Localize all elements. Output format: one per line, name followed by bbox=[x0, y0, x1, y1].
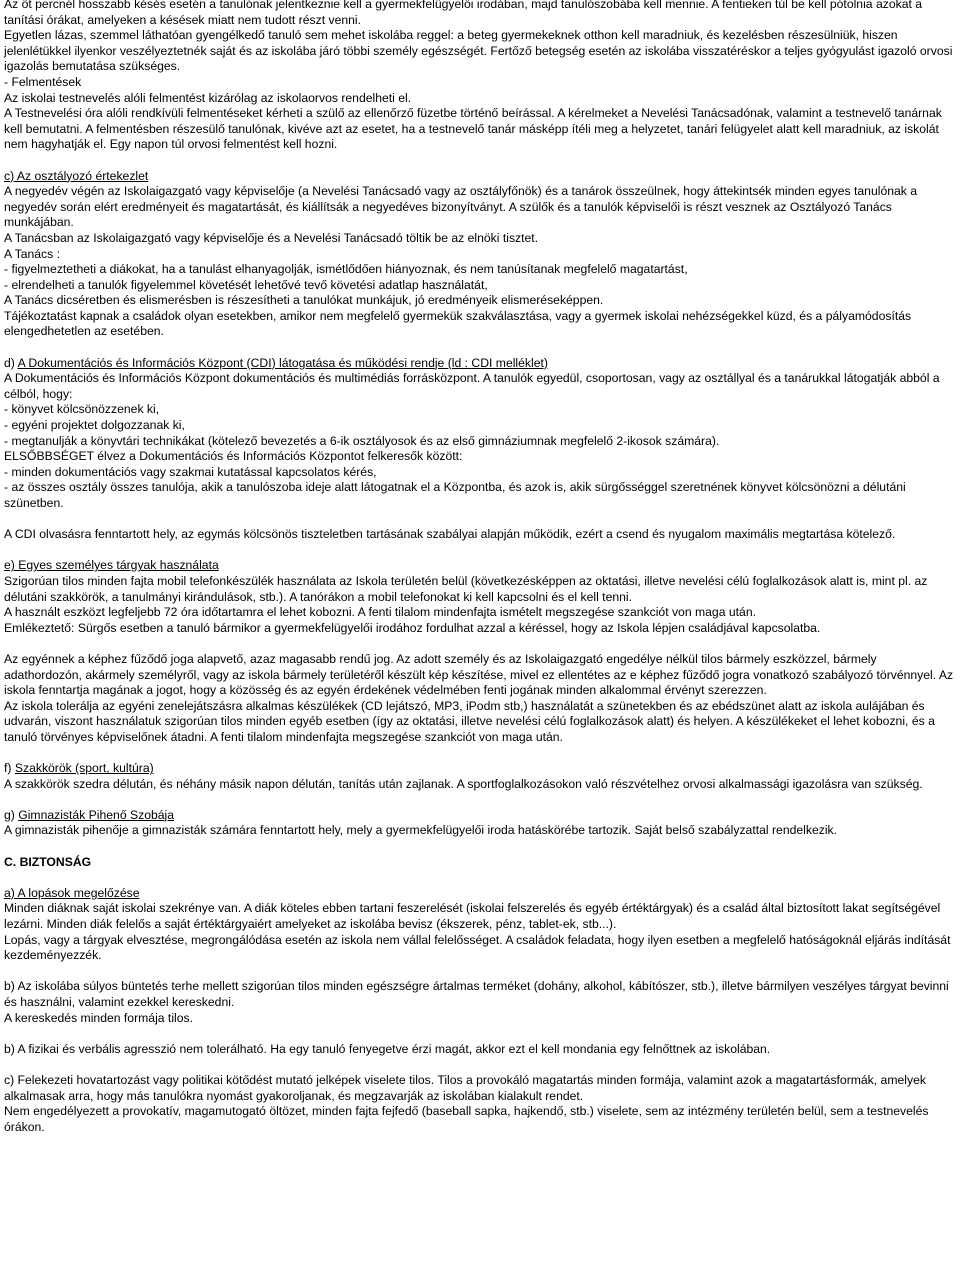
spacer bbox=[4, 636, 956, 652]
section-heading-c: c) Az osztályozó értekezlet bbox=[4, 168, 149, 183]
paragraph-e3: Emlékeztető: Sürgős esetben a tanuló bármikor a gyermekfelügyelői irodához fordulhat azzal a kéréssel, hogy az Iskola lépjen családjával kapcsolatba. bbox=[4, 620, 821, 635]
paragraph-b1: b) Az iskolába súlyos büntetés terhe mellett szigorúan tilos minden egészségre ártalmas terméket (dohány, alkohol, kábítószer, stb.), illetve bármilyen veszélyes tárgyat bevinni és használni, valamint ezekkel kereskedni. bbox=[4, 979, 949, 1009]
spacer bbox=[4, 964, 956, 980]
spacer bbox=[4, 340, 956, 356]
spacer bbox=[4, 512, 956, 528]
section-title-d: A Dokumentációs és Információs Központ (CDI) látogatása és működési rendje (ld : CDI melléklet) bbox=[17, 355, 548, 370]
paragraph-d2: - könyvet kölcsönözzenek ki, bbox=[4, 402, 160, 417]
paragraph-illness: Egyetlen lázas, szemmel láthatóan gyengélkedő tanuló sem mehet iskolába reggel: a beteg gyermekeknek otthon kell maradniuk, és kezelésben részesülniük, hiszen jelenlétükkel ilyenkor veszélyeztetnék saját és az iskolába járó többi személy egészségét. Fertőző betegség esetén az iskolába visszatéréskor a teljes gyógyulást igazoló orvosi igazolás bemutatása szükséges. bbox=[4, 28, 953, 74]
section-title-f: Szakkörök (sport, kultúra) bbox=[14, 761, 154, 776]
paragraph-exemption-doctor: Az iskolai testnevelés alóli felmentést kizárólag az iskolaorvos rendelheti el. bbox=[4, 90, 412, 105]
paragraph-c6: A Tanács dicséretben és elismerésben is részesítheti a tanulókat munkájuk, jó eredményeik elismeréseképpen. bbox=[4, 293, 604, 308]
paragraph-d1: A Dokumentációs és Információs Központ dokumentációs és multimédiás forrásközpont. A tanulók egyedül, csoportosan, vagy az osztállyal és a tanárukkal látogatják abból a célból, hogy: bbox=[4, 371, 940, 401]
paragraph-cc1: c) Felekezeti hovatartozást vagy politikai kötődést mutató jelképek viselete tilos. Tilos a provokáló magatartás minden formája, valamint azok a magatartásformák, amelyek alkalmasak arra, hogy más tanulókra nyomást gyakoroljanak, és megzavarják az iskolában kialakult rendet. bbox=[4, 1072, 926, 1103]
paragraph-d7: - az összes osztály összes tanulója, akik a tanulószoba ideje alatt látogatnak el a Központba, és azok is, akik sürgősséggel szeretnének könyvet kölcsönözni a délutáni szünetben. bbox=[4, 480, 906, 510]
spacer bbox=[4, 1026, 956, 1042]
paragraph-c1: A negyedév végén az Iskolaigazgató vagy képviselője (a Nevelési Tanácsadó vagy az osztályfőnök) és a tanárok összeülnek, hogy áttekintsék minden egyes tanulónak a negyedév során elért eredményeit és magatartását, és kiállítsák a negyedéves bizonyítványt. A szülők és a tanulók képviselői is részt vesznek az Osztályozó Tanács munkájában. bbox=[4, 184, 918, 230]
spacer bbox=[4, 543, 956, 559]
paragraph-e2: A használt eszközt legfeljebb 72 óra időtartamra el lehet kobozni. A fenti tilalom mindenfajta ismételt megszegése szankciót von maga után. bbox=[4, 605, 756, 620]
paragraph-c2: A Tanácsban az Iskolaigazgató vagy képviselője és a Nevelési Tanácsadó töltik be az elnöki tisztet. bbox=[4, 230, 539, 245]
paragraph-d8: A CDI olvasásra fenntartott hely, az egymás kölcsönös tiszteletben tartásának szabályai alapján működik, ezért a csend és nyugalom maximális megtartása kötelező. bbox=[4, 527, 896, 542]
section-prefix-g: g) bbox=[4, 807, 19, 822]
paragraph-d3: - egyéni projektet dolgozzanak ki, bbox=[4, 418, 185, 433]
paragraph-c3: A Tanács : bbox=[4, 246, 61, 261]
section-heading-theft: a) A lopások megelőzése bbox=[4, 885, 140, 900]
section-prefix-f: f) bbox=[4, 761, 15, 776]
section-heading-g bbox=[4, 808, 956, 824]
paragraph-e1: Szigorúan tilos minden fajta mobil telefonkészülék használata az Iskola területén belül (következésképpen az oktatási, illetve nevelési célú foglalkozások alatt is, mint pl. az délutáni szakkörök, a tanulmányi kirándulások, stb.). A tanórákon a mobil telefonokat ki kell kapcsolni és el kell tenni. bbox=[4, 573, 928, 604]
spacer bbox=[4, 153, 956, 169]
paragraph-late-arrival: Az öt percnél hosszabb késés esetén a tanulónak jelentkeznie kell a gyermekfelügyelői irodában, majd tanulószobába kell mennie. A fentieken túl be kell pótolnia azokat a tanítási órákat, amelyeken a késések miatt nem tudott részt venni. bbox=[4, 0, 923, 27]
paragraph-d6: - minden dokumentációs vagy szakmai kutatással kapcsolatos kérés, bbox=[4, 464, 377, 479]
spacer bbox=[4, 1057, 956, 1073]
paragraph-c7: Tájékoztatást kapnak a családok olyan esetekben, amikor nem megfelelő gyermekük szakválasztása, vagy a gyermek iskolai nehézségekkel küzd, és a pályamódosítás elengedhetetlen az esetében. bbox=[4, 308, 912, 339]
paragraph-c5: - elrendelheti a tanulók figyelemmel követését lehetővé tevő követési adatlap használatát, bbox=[4, 277, 488, 292]
spacer bbox=[4, 870, 956, 886]
document-page bbox=[4, 0, 956, 1135]
paragraph-cc2: Nem engedélyezett a provokatív, magamutogató öltözet, minden fajta fejfedő (baseball sapka, hajkendő, stb.) viselete, sem az intézmény területén belül, sem a testnevelés órákon. bbox=[4, 1104, 929, 1134]
section-heading-f bbox=[4, 761, 956, 777]
section-heading-d bbox=[4, 356, 956, 372]
paragraph-e5: Az iskola tolerálja az egyéni zenelejátszásra alkalmas készülékek (CD lejátszó, MP3, iPodm stb,) használatát a szünetekben és az ebédszünet alatt az iskola aulájában és udvarán, viszont használatuk szigorúan tilos minden egyéb esetben (így az oktatási, illetve nevelési célú foglalkozások alatt) és helyen. A készülékeket el lehet kobozni, és a tanuló törvényes képviselőnek átadni. A fenti tilalom mindenfajta megszegése szankciót von maga után. bbox=[4, 698, 935, 744]
paragraph-e4: Az egyénnek a képhez fűződő joga alapvető, azaz magasabb rendű jog. Az adott személy és az Iskolaigazgató engedélye nélkül tilos bármely eszközzel, bármely adathordozón, akármely személyről, vagy az iskola bármely területéről készült kép készítése, mivel ez ellentétes az e képhez fűződő jogra vonatkozó szabályozó törvénnyel. Az iskola fenntartja magának a jogot, hogy a közösség és az egyén érdekének védelmében fenti jogának minden alkalommal érvényt szerezzen. bbox=[4, 651, 954, 698]
paragraph-exemptions-title: - Felmentések bbox=[4, 74, 82, 89]
paragraph-a2: Lopás, vagy a tárgyak elvesztése, megrongálódása esetén az iskola nem vállal felelősséget. A családok feladata, hogy ilyen esetben a megfelelő hatóságoknál eljárás indítását kezdeményezzék. bbox=[4, 932, 951, 963]
spacer bbox=[4, 792, 956, 808]
section-heading-security: C. BIZTONSÁG bbox=[4, 854, 92, 869]
section-title-g: Gimnazisták Pihenő Szobája bbox=[18, 807, 175, 822]
section-prefix-d: d) bbox=[4, 355, 18, 370]
section-heading-e: e) Egyes személyes tárgyak használata bbox=[4, 558, 219, 573]
paragraph-exemption-pe: A Testnevelési óra alóli rendkívüli felmentéseket kérheti a szülő az ellenőrző füzetbe történő beírással. A kérelmeket a Nevelési Tanácsadónak, valamint a testnevelő tanárnak kell bemutatni. A felmentésben részesülő tanulónak, kivéve azt az esetet, ha a testnevelő tanár másképp ítéli meg a helyzetet, tanári felügyelet alatt kell maradniuk, az iskolát nem hagyhatják el. Egy napon túl orvosi felmentést kell hozni. bbox=[4, 106, 942, 152]
paragraph-g1: A gimnazisták pihenője a gimnazisták számára fenntartott hely, mely a gyermekfelügyelői iroda hatáskörébe tartozik. Saját belső szabályzattal rendelkezik. bbox=[4, 823, 838, 838]
spacer bbox=[4, 746, 956, 762]
paragraph-b2: A kereskedés minden formája tilos. bbox=[4, 1010, 193, 1025]
spacer bbox=[4, 839, 956, 855]
paragraph-d4: - megtanulják a könyvtári technikákat (kötelező bevezetés a 6-ik osztályosok és az első gimnáziumnak megfelelő 2-ikosok számára). bbox=[4, 433, 720, 448]
paragraph-a1: Minden diáknak saját iskolai szekrénye van. A diák köteles ebben tartani feszerelését (iskolai felszerelés és egyéb értéktárgyak) és a család által biztosított lakat segítségével lezárni. Minden diák felelős a saját értéktárgyaiért amelyeket az iskolába bevisz (ékszerek, pénz, tablet-ek, stb...). bbox=[4, 901, 941, 932]
paragraph-c4: - figyelmeztetheti a diákokat, ha a tanulást elhanyagolják, ismétlődően hiányoznak, és nem tanúsítanak megfelelő magatartást, bbox=[4, 262, 688, 277]
paragraph-b3: b) A fizikai és verbális agresszió nem tolerálható. Ha egy tanuló fenyegetve érzi magát, akkor ezt el kell mondania egy felnőttnek az iskolában. bbox=[4, 1041, 771, 1056]
paragraph-f1: A szakkörök szedra délután, és néhány másik napon délután, tanítás után zajlanak. A sportfoglalkozásokon való részvételhez orvosi alkalmassági igazolásra van szükség. bbox=[4, 776, 923, 791]
paragraph-d5: ELSŐBBSÉGET élvez a Dokumentációs és Információs Központot felkeresők között: bbox=[4, 449, 463, 464]
